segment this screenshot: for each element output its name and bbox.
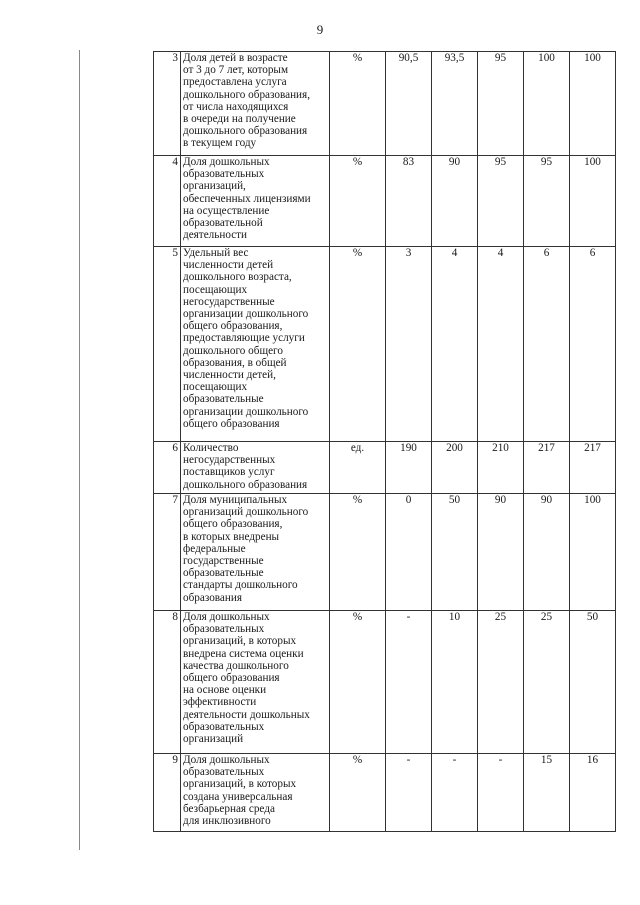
table-row <box>154 494 616 611</box>
indicator-name-cell: Доля дошкольных образовательных организаций, в которых внедрена система оценки качества дошкольного общего образования на основе оценки эффективности деятельности дошкольных образовательных организаций <box>181 611 330 754</box>
value-cell: 100 <box>570 494 616 611</box>
unit-cell: % <box>330 611 386 754</box>
indicator-name-cell: Доля муниципальных организаций дошкольного общего образования, в которых внедрены федеральные государственные образовательные стандарты дошкольного образования <box>181 494 330 611</box>
row-number-cell: 6 <box>154 442 181 494</box>
unit-cell: % <box>330 754 386 832</box>
value-cell: 6 <box>570 247 616 442</box>
unit-cell: % <box>330 247 386 442</box>
value-cell: 95 <box>524 156 570 247</box>
row-number-cell: 4 <box>154 156 181 247</box>
unit-cell: % <box>330 156 386 247</box>
row-number-cell: 8 <box>154 611 181 754</box>
value-cell: 15 <box>524 754 570 832</box>
unit-cell: ед. <box>330 442 386 494</box>
indicator-name-cell: Доля дошкольных образовательных организаций, обеспеченных лицензиями на осуществление образовательной деятельности <box>181 156 330 247</box>
table-row <box>154 442 616 494</box>
indicator-name-cell: Доля детей в возрасте от 3 до 7 лет, которым предоставлена услуга дошкольного образования, от числа находящихся в очереди на получение дошкольного образования в текущем году <box>181 52 330 156</box>
value-cell: - <box>386 611 432 754</box>
table-row <box>154 754 616 832</box>
value-cell: 90 <box>432 156 478 247</box>
value-cell: 4 <box>432 247 478 442</box>
indicator-name-cell: Количество негосударственных поставщиков услуг дошкольного образования <box>181 442 330 494</box>
value-cell: 0 <box>386 494 432 611</box>
row-number-cell: 3 <box>154 52 181 156</box>
value-cell: 10 <box>432 611 478 754</box>
value-cell: 210 <box>478 442 524 494</box>
value-cell: 6 <box>524 247 570 442</box>
value-cell: 95 <box>478 156 524 247</box>
value-cell: 95 <box>478 52 524 156</box>
page-number: 9 <box>316 22 324 37</box>
value-cell: 190 <box>386 442 432 494</box>
unit-cell: % <box>330 494 386 611</box>
value-cell: 217 <box>570 442 616 494</box>
indicator-name-cell: Доля дошкольных образовательных организаций, в которых создана универсальная безбарьерная среда для инклюзивного <box>181 754 330 832</box>
value-cell: 90 <box>478 494 524 611</box>
value-cell: 100 <box>570 52 616 156</box>
table-row <box>154 52 616 156</box>
value-cell: - <box>386 754 432 832</box>
value-cell: 217 <box>524 442 570 494</box>
table-row <box>154 611 616 754</box>
value-cell: - <box>432 754 478 832</box>
row-number-cell: 9 <box>154 754 181 832</box>
value-cell: - <box>478 754 524 832</box>
value-cell: 16 <box>570 754 616 832</box>
value-cell: 100 <box>570 156 616 247</box>
margin-line <box>79 50 80 850</box>
table-row <box>154 156 616 247</box>
value-cell: 90 <box>524 494 570 611</box>
row-number-cell: 5 <box>154 247 181 442</box>
value-cell: 83 <box>386 156 432 247</box>
value-cell: 93,5 <box>432 52 478 156</box>
value-cell: 4 <box>478 247 524 442</box>
row-number-cell: 7 <box>154 494 181 611</box>
value-cell: 50 <box>570 611 616 754</box>
indicator-name-cell: Удельный вес численности детей дошкольного возраста, посещающих негосударственные организации дошкольного общего образования, предоставляющие услуги дошкольного общего образования, в общей численности детей, посещающих образовательные организации дошкольного общего образования <box>181 247 330 442</box>
unit-cell: % <box>330 52 386 156</box>
value-cell: 100 <box>524 52 570 156</box>
table-body <box>154 52 616 832</box>
table-row <box>154 247 616 442</box>
value-cell: 25 <box>478 611 524 754</box>
value-cell: 3 <box>386 247 432 442</box>
value-cell: 200 <box>432 442 478 494</box>
value-cell: 90,5 <box>386 52 432 156</box>
value-cell: 50 <box>432 494 478 611</box>
value-cell: 25 <box>524 611 570 754</box>
indicators-table <box>153 51 616 832</box>
